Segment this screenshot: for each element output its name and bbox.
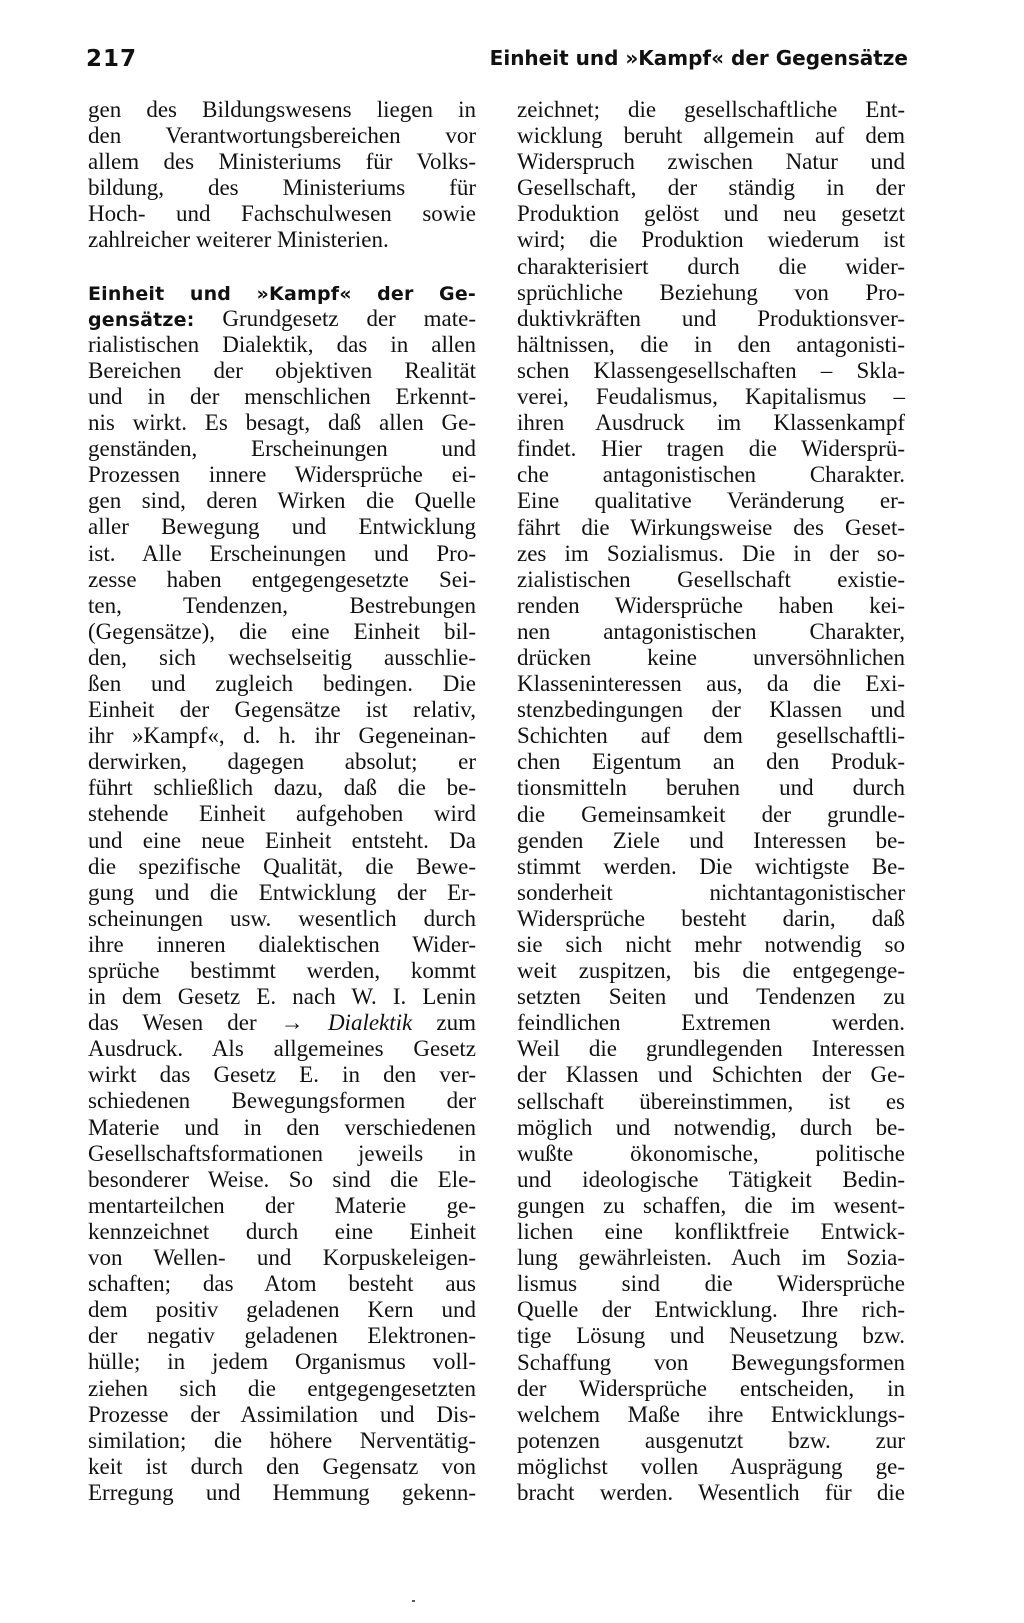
entry-definition-start (88, 306, 476, 332)
text-line: potenzen ausgenutzt bzw. zur (517, 1427, 905, 1453)
text-line: weit zuspitzen, bis die entgegenge- (517, 958, 905, 984)
print-speck (412, 1600, 415, 1602)
text-line: gen sind, deren Wirken die Quelle (88, 488, 476, 514)
text-line: gungen zu schaffen, die im wesent- (517, 1192, 905, 1218)
entry-headword-line (88, 280, 476, 306)
text-line: ziehen sich die entgegengesetzten (88, 1375, 476, 1401)
text-line: die spezifische Qualität, die Bewe- (88, 853, 476, 879)
text-line: schen Klassengesellschaften – Skla- (517, 357, 905, 383)
text-line: ihre inneren dialektischen Wider- (88, 931, 476, 957)
text-line: Widerspruch zwischen Natur und (517, 149, 905, 175)
text-line: möglich und notwendig, durch be- (517, 1114, 905, 1140)
text-line: der negativ geladenen Elektronen- (88, 1323, 476, 1349)
text-line: besonderer Weise. So sind die Ele- (88, 1166, 476, 1192)
text-line: mentarteilchen der Materie ge- (88, 1192, 476, 1218)
paragraph-gap (88, 254, 476, 280)
text-line: similation; die höhere Nerventätig- (88, 1427, 476, 1453)
text-line: gen des Bildungswesens liegen in (88, 97, 476, 122)
text-line: fährt die Wirkungsweise des Geset- (517, 514, 905, 540)
cross-reference-dialektik[interactable]: Dialektik (327, 1010, 413, 1036)
text-line: führt schließlich dazu, daß die be- (88, 775, 476, 801)
page-header (86, 46, 908, 80)
text-line: (Gegensätze), die eine Einheit bil- (88, 618, 476, 644)
text-line: welchem Maße ihre Entwicklungs- (517, 1401, 905, 1427)
text-line: schaften; das Atom besteht aus (88, 1271, 476, 1297)
text-line: zialistischen Gesellschaft existie- (517, 566, 905, 592)
text-line: che antagonistischen Charakter. (517, 462, 905, 488)
text-line: stehende Einheit aufgehoben wird (88, 801, 476, 827)
text-line: möglichst vollen Ausprägung ge- (517, 1453, 905, 1479)
text-line: chen Eigentum an den Produk- (517, 749, 905, 775)
text-line: Quelle der Entwicklung. Ihre rich- (517, 1297, 905, 1323)
text-line: die Gemeinsamkeit der grundle- (517, 801, 905, 827)
text-line: scheinungen usw. wesentlich durch (88, 905, 476, 931)
text-line: zahlreicher weiterer Ministerien. (88, 227, 389, 253)
text-line: wird; die Produktion wiederum ist (517, 227, 905, 253)
entry-body-right (517, 97, 905, 1506)
text-line: sellschaft übereinstimmen, ist es (517, 1088, 905, 1114)
text-line: genständen, Erscheinungen und (88, 436, 476, 462)
text-line: rialistischen Dialektik, das in allen (88, 331, 476, 357)
text-line: Prozesse der Assimilation und Dis- (88, 1401, 476, 1427)
text-line: lichen eine konfliktfreie Entwick- (517, 1219, 905, 1245)
text-line: Prozessen innere Widersprüche ei- (88, 462, 476, 488)
text-line: und in der menschlichen Erkennt- (88, 383, 476, 409)
text-fragment: das Wesen der → (88, 1010, 328, 1036)
text-line: Widersprüche besteht darin, daß (517, 905, 905, 931)
text-fragment: zum (412, 1010, 476, 1036)
left-column (88, 97, 476, 1506)
text-line: ten, Tendenzen, Bestrebungen (88, 592, 476, 618)
text-line: tige Lösung und Neusetzung bzw. (517, 1323, 905, 1349)
text-line: aller Bewegung und Entwicklung (88, 514, 476, 540)
text-line: tionsmitteln beruhen und durch (517, 775, 905, 801)
text-line: bracht werden. Wesentlich für die (517, 1479, 905, 1505)
text-line: Ausdruck. Als allgemeines Gesetz (88, 1036, 476, 1062)
running-head: Einheit und »Kampf« der Gegensätze (489, 46, 908, 70)
text-line: findet. Hier tragen die Widersprü- (517, 436, 905, 462)
text-line: den, sich wechselseitig ausschlie- (88, 644, 476, 670)
text-line: nis wirkt. Es besagt, daß allen Ge- (88, 410, 476, 436)
text-line: kennzeichnet durch eine Einheit (88, 1218, 476, 1244)
text-line: und ideologische Tätigkeit Bedin- (517, 1166, 905, 1192)
text-line: Eine qualitative Veränderung er- (517, 488, 905, 514)
text-line: lismus sind die Widersprüche (517, 1271, 905, 1297)
text-line: stimmt werden. Die wichtigste Be- (517, 853, 905, 879)
text-line: wußte ökonomische, politische (517, 1140, 905, 1166)
text-line: Schichten auf dem gesellschaftli- (517, 723, 905, 749)
text-line: allem des Ministeriums für Volks- (88, 149, 476, 175)
page-number: 217 (86, 46, 138, 72)
text-line: stenzbedingungen der Klassen und (517, 697, 905, 723)
text-line: charakterisiert durch die wider- (517, 253, 905, 279)
text-line: verei, Feudalismus, Kapitalismus – (517, 384, 905, 410)
text-line: nen antagonistischen Charakter, (517, 618, 905, 644)
definition-text: Grundgesetz der mate- (194, 305, 476, 331)
text-line: ßen und zugleich bedingen. Die (88, 670, 476, 696)
text-line: Weil die grundlegenden Interessen (517, 1036, 905, 1062)
text-line-dialektik (88, 1010, 476, 1036)
text-line: sie sich nicht mehr notwendig so (517, 932, 905, 957)
text-line: schiedenen Bewegungsformen der (88, 1088, 476, 1114)
text-line: setzten Seiten und Tendenzen zu (517, 984, 905, 1010)
text-line: der Klassen und Schichten der Ge- (517, 1062, 905, 1088)
text-line: Bereichen der objektiven Realität (88, 357, 476, 383)
text-line: derwirken, dagegen absolut; er (88, 749, 476, 775)
text-line: zes im Sozialismus. Die in der so- (517, 540, 905, 566)
text-line: hülle; in jedem Organismus voll- (88, 1349, 476, 1375)
text-line: renden Widersprüche haben kei- (517, 592, 905, 618)
entry-headword-end: gensätze: (88, 308, 195, 331)
text-line: bildung, des Ministeriums für (88, 175, 476, 201)
text-line: genden Ziele und Interessen be- (517, 827, 905, 853)
text-line: den Verantwortungsbereichen vor (88, 123, 476, 149)
text-line: Schaffung von Bewegungsformen (517, 1349, 905, 1375)
text-line: Gesellschaft, der ständig in der (517, 175, 905, 201)
text-line: in dem Gesetz E. nach W. I. Lenin (88, 984, 476, 1010)
text-line: keit ist durch den Gegensatz von (88, 1453, 476, 1479)
text-line: sonderheit nichtantagonistischer (517, 879, 905, 905)
text-line: ihren Ausdruck im Klassenkampf (517, 410, 905, 436)
text-line: ihr »Kampf«, d. h. ihr Gegeneinan- (88, 723, 476, 749)
text-line: Erregung und Hemmung gekenn- (88, 1479, 476, 1505)
text-line: hältnissen, die in den antagonisti- (517, 331, 905, 357)
text-line: Klasseninteressen aus, da die Exi- (517, 671, 905, 697)
text-line: wicklung beruht allgemein auf dem (517, 123, 905, 149)
text-line: sprüchliche Beziehung von Pro- (517, 279, 905, 305)
text-line: Einheit der Gegensätze ist relativ, (88, 697, 476, 723)
text-line: der Widersprüche entscheiden, in (517, 1375, 905, 1401)
text-line: wirkt das Gesetz E. in den ver- (88, 1062, 476, 1088)
text-line: von Wellen- und Korpuskeleigen- (88, 1245, 476, 1271)
paragraph-continuation (88, 97, 476, 254)
entry-body-continued (88, 1036, 476, 1506)
text-line: duktivkräften und Produktionsver- (517, 305, 905, 331)
text-line: zeichnet; die gesellschaftliche Ent- (517, 97, 905, 122)
text-line: Gesellschaftsformationen jeweils in (88, 1140, 476, 1166)
entry-body (88, 332, 476, 1010)
text-line: sprüche bestimmt werden, kommt (88, 958, 476, 983)
right-column (517, 97, 905, 1506)
text-line: Materie und in den verschiedenen (88, 1114, 476, 1140)
entry-headword: Einheit und »Kampf« der Ge- (88, 282, 476, 305)
text-line: dem positiv geladenen Kern und (88, 1297, 476, 1323)
text-line: drücken keine unversöhnlichen (517, 644, 905, 670)
text-line: gung und die Entwicklung der Er- (88, 879, 476, 905)
text-line: lung gewährleisten. Auch im Sozia- (517, 1245, 905, 1271)
text-line: Produktion gelöst und neu gesetzt (517, 201, 905, 227)
text-line: feindlichen Extremen werden. (517, 1010, 905, 1036)
text-line: zesse haben entgegengesetzte Sei- (88, 566, 476, 592)
text-line: Hoch- und Fachschulwesen sowie (88, 201, 476, 227)
text-line: und eine neue Einheit entsteht. Da (88, 827, 476, 853)
text-line: ist. Alle Erscheinungen und Pro- (88, 540, 476, 566)
